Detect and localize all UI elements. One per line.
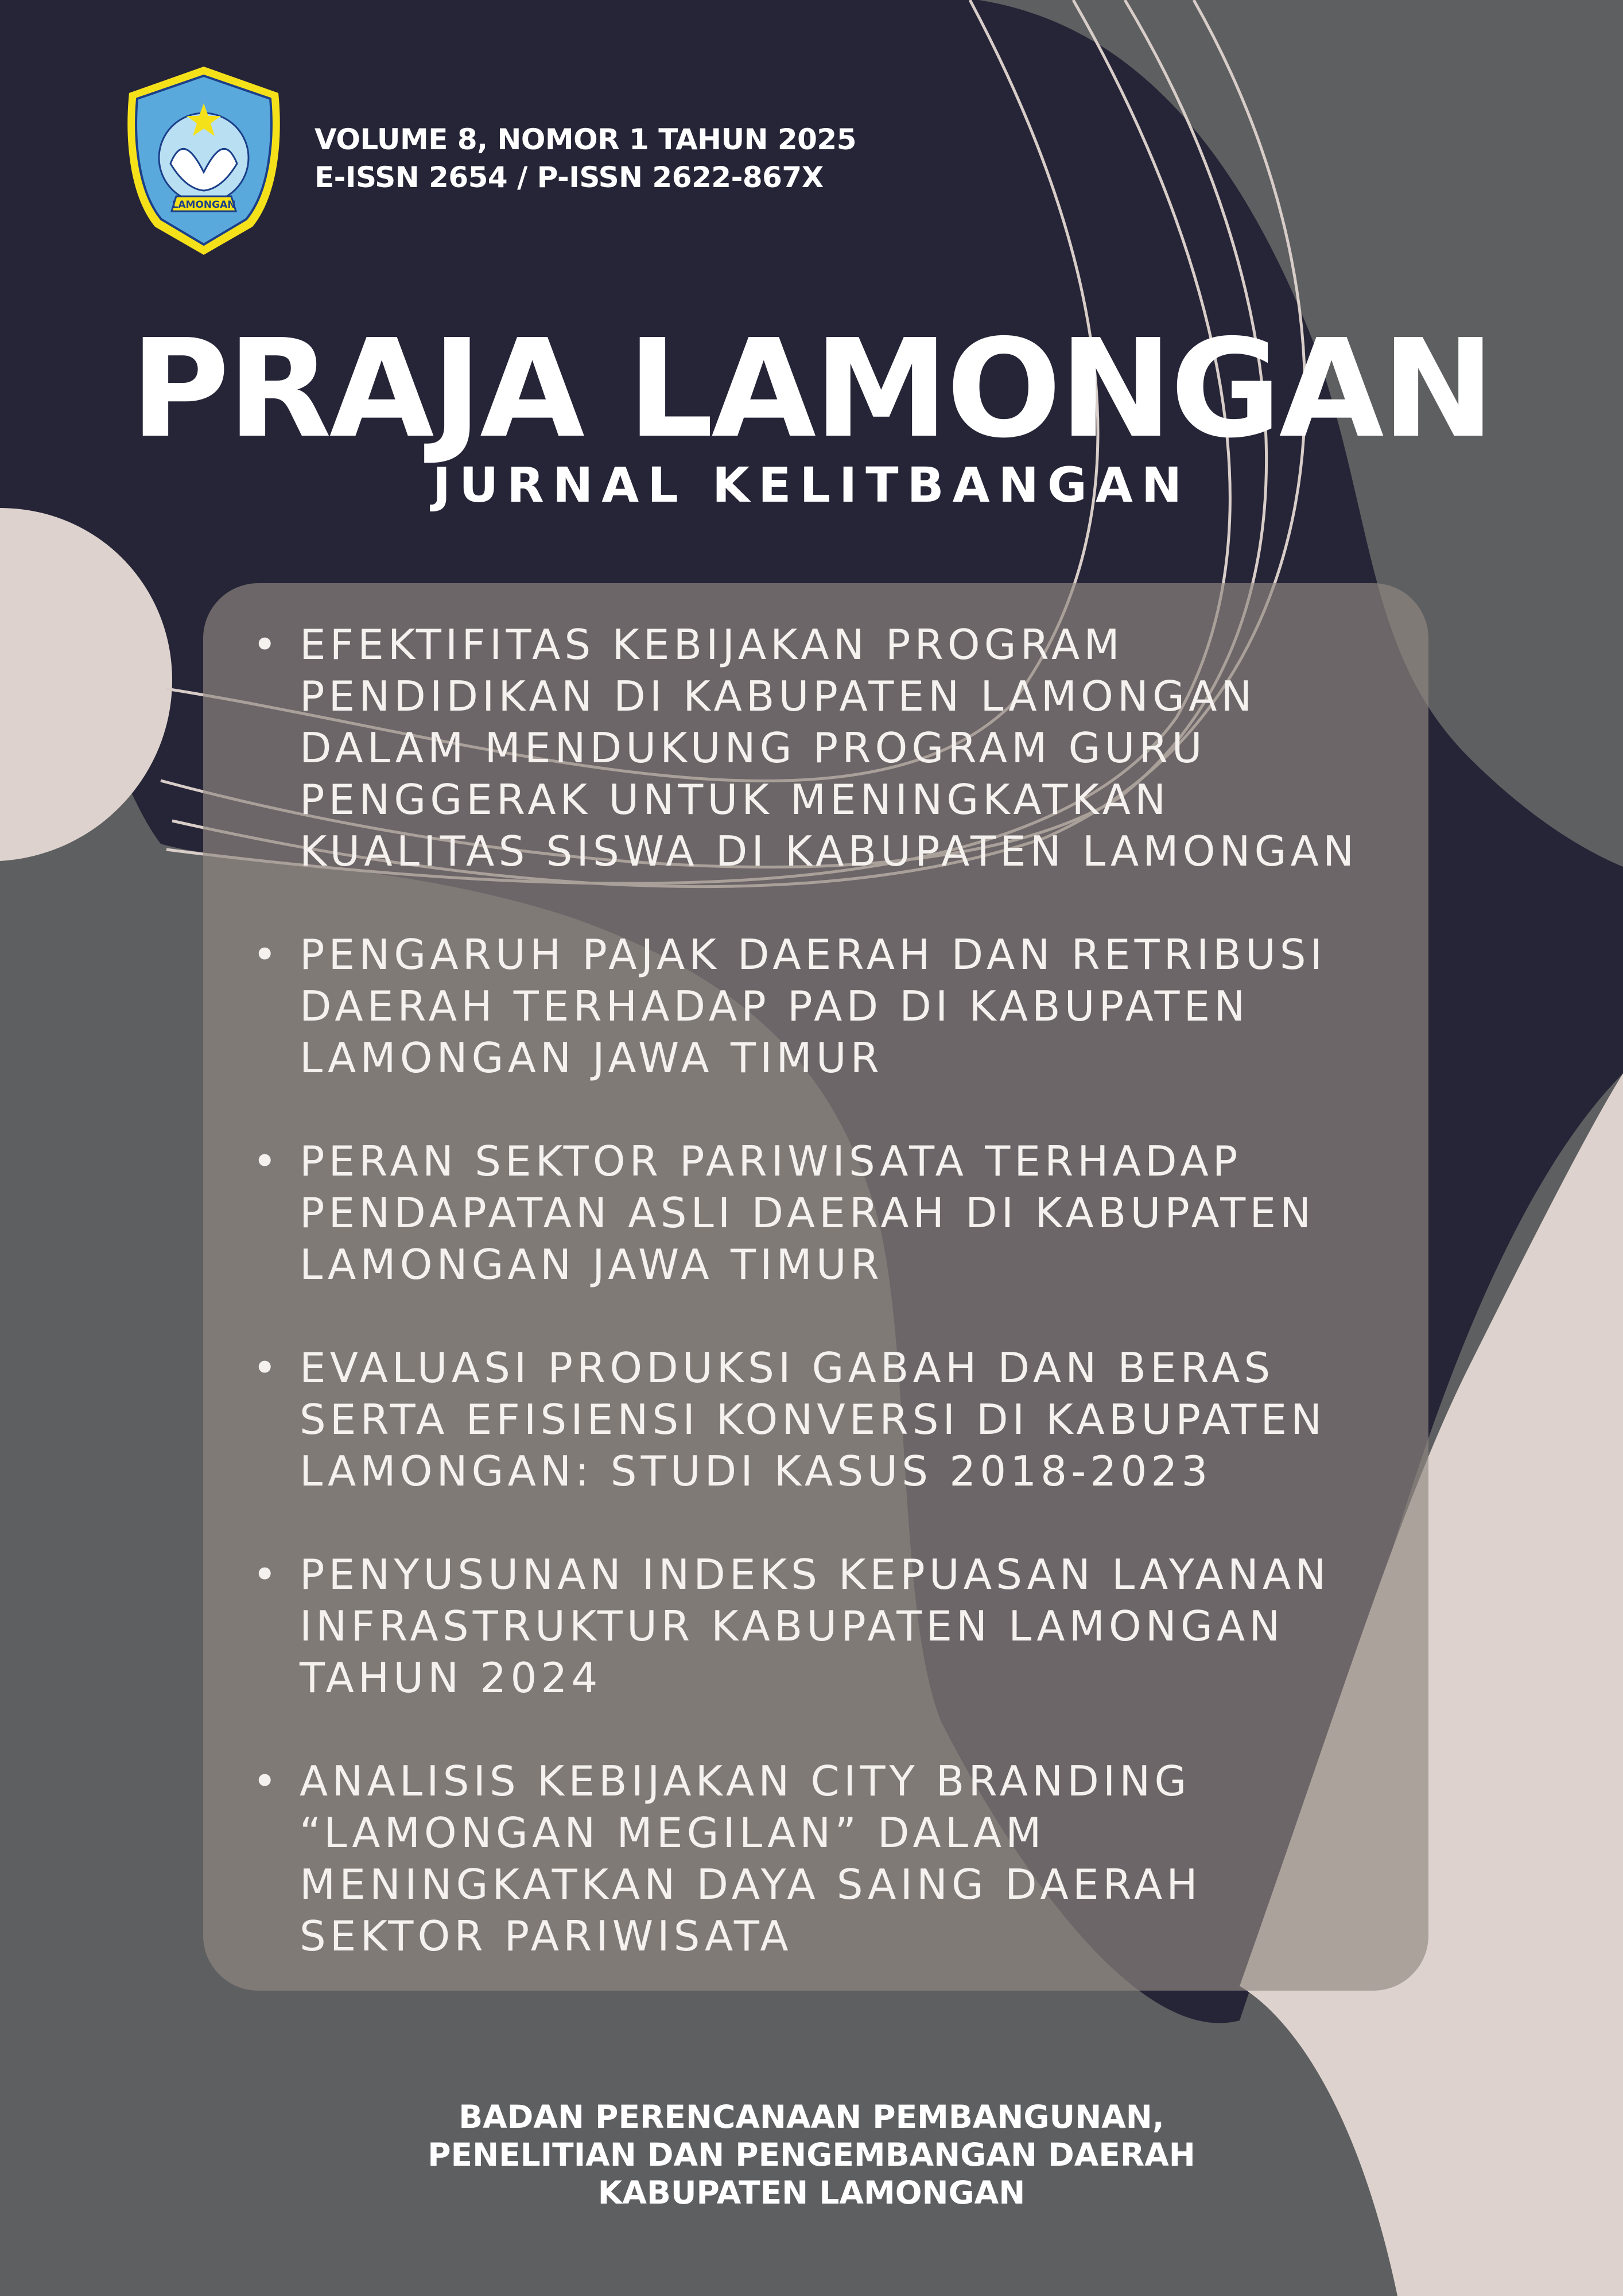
publisher-line: PENELITIAN DAN PENGEMBANGAN DAERAH xyxy=(428,2136,1195,2173)
issue-info xyxy=(314,121,856,196)
article-item xyxy=(253,1135,1423,1290)
article-title-line: PENDIDIKAN DI KABUPATEN LAMONGAN xyxy=(300,672,1256,720)
article-title-line: EVALUASI PRODUKSI GABAH DAN BERAS xyxy=(300,1344,1275,1392)
journal-title: PRAJA LAMONGAN xyxy=(130,310,1493,468)
article-item xyxy=(253,619,1423,877)
article-title-line: MENINGKATKAN DAYA SAING DAERAH xyxy=(300,1860,1202,1909)
journal-subtitle: JURNAL KELITBANGAN xyxy=(432,457,1191,513)
article-title-line: LAMONGAN JAWA TIMUR xyxy=(300,1240,884,1289)
article-title-line: PERAN SEKTOR PARIWISATA TERHADAP xyxy=(300,1137,1242,1185)
issn-line: E-ISSN 2654 / P-ISSN 2622-867X xyxy=(314,161,824,194)
article-item xyxy=(253,1755,1423,1962)
article-title-line: EFEKTIFITAS KEBIJAKAN PROGRAM xyxy=(300,620,1124,669)
article-title-line: DAERAH TERHADAP PAD DI KABUPATEN xyxy=(300,982,1249,1030)
article-title-line: PENYUSUNAN INDEKS KEPUASAN LAYANAN xyxy=(300,1550,1330,1599)
article-title-line: “LAMONGAN MEGILAN” DALAM xyxy=(300,1809,1046,1857)
article-title-line: ANALISIS KEBIJAKAN CITY BRANDING xyxy=(300,1757,1191,1805)
article-title-line: SEKTOR PARIWISATA xyxy=(300,1912,793,1960)
article-title-line: DALAM MENDUKUNG PROGRAM GURU xyxy=(300,724,1206,772)
publisher-line: KABUPATEN LAMONGAN xyxy=(597,2174,1026,2211)
article-item xyxy=(253,1342,1423,1497)
bullet-icon: • xyxy=(253,620,281,669)
article-list xyxy=(253,619,1423,2014)
bullet-icon: • xyxy=(253,1757,281,1805)
article-title-line: PENGARUH PAJAK DAERAH DAN RETRIBUSI xyxy=(300,930,1327,979)
article-title-line: SERTA EFISIENSI KONVERSI DI KABUPATEN xyxy=(300,1395,1326,1444)
article-title-line: LAMONGAN: STUDI KASUS 2018-2023 xyxy=(300,1447,1212,1495)
bullet-icon: • xyxy=(253,1550,281,1599)
article-title-line: TAHUN 2024 xyxy=(300,1654,602,1702)
article-title-line: PENDAPATAN ASLI DAERAH DI KABUPATEN xyxy=(300,1189,1315,1237)
lamongan-regency-crest-icon xyxy=(123,63,284,258)
publisher-line: BADAN PERENCANAAN PEMBANGUNAN, xyxy=(459,2099,1164,2135)
article-title-line: PENGGERAK UNTUK MENINGKATKAN xyxy=(300,775,1170,824)
bullet-icon: • xyxy=(253,1137,281,1185)
article-item xyxy=(253,929,1423,1084)
svg-text:LAMONGAN: LAMONGAN xyxy=(172,199,236,211)
article-item xyxy=(253,1549,1423,1704)
article-title-line: INFRASTRUKTUR KABUPATEN LAMONGAN xyxy=(300,1602,1284,1650)
article-title-line: LAMONGAN JAWA TIMUR xyxy=(300,1034,884,1082)
issue-volume-line: VOLUME 8, NOMOR 1 TAHUN 2025 xyxy=(314,123,857,156)
bullet-icon: • xyxy=(253,930,281,979)
article-title-line: KUALITAS SISWA DI KABUPATEN LAMONGAN xyxy=(300,827,1358,875)
publisher-block xyxy=(0,2098,1623,2212)
bullet-icon: • xyxy=(253,1344,281,1392)
